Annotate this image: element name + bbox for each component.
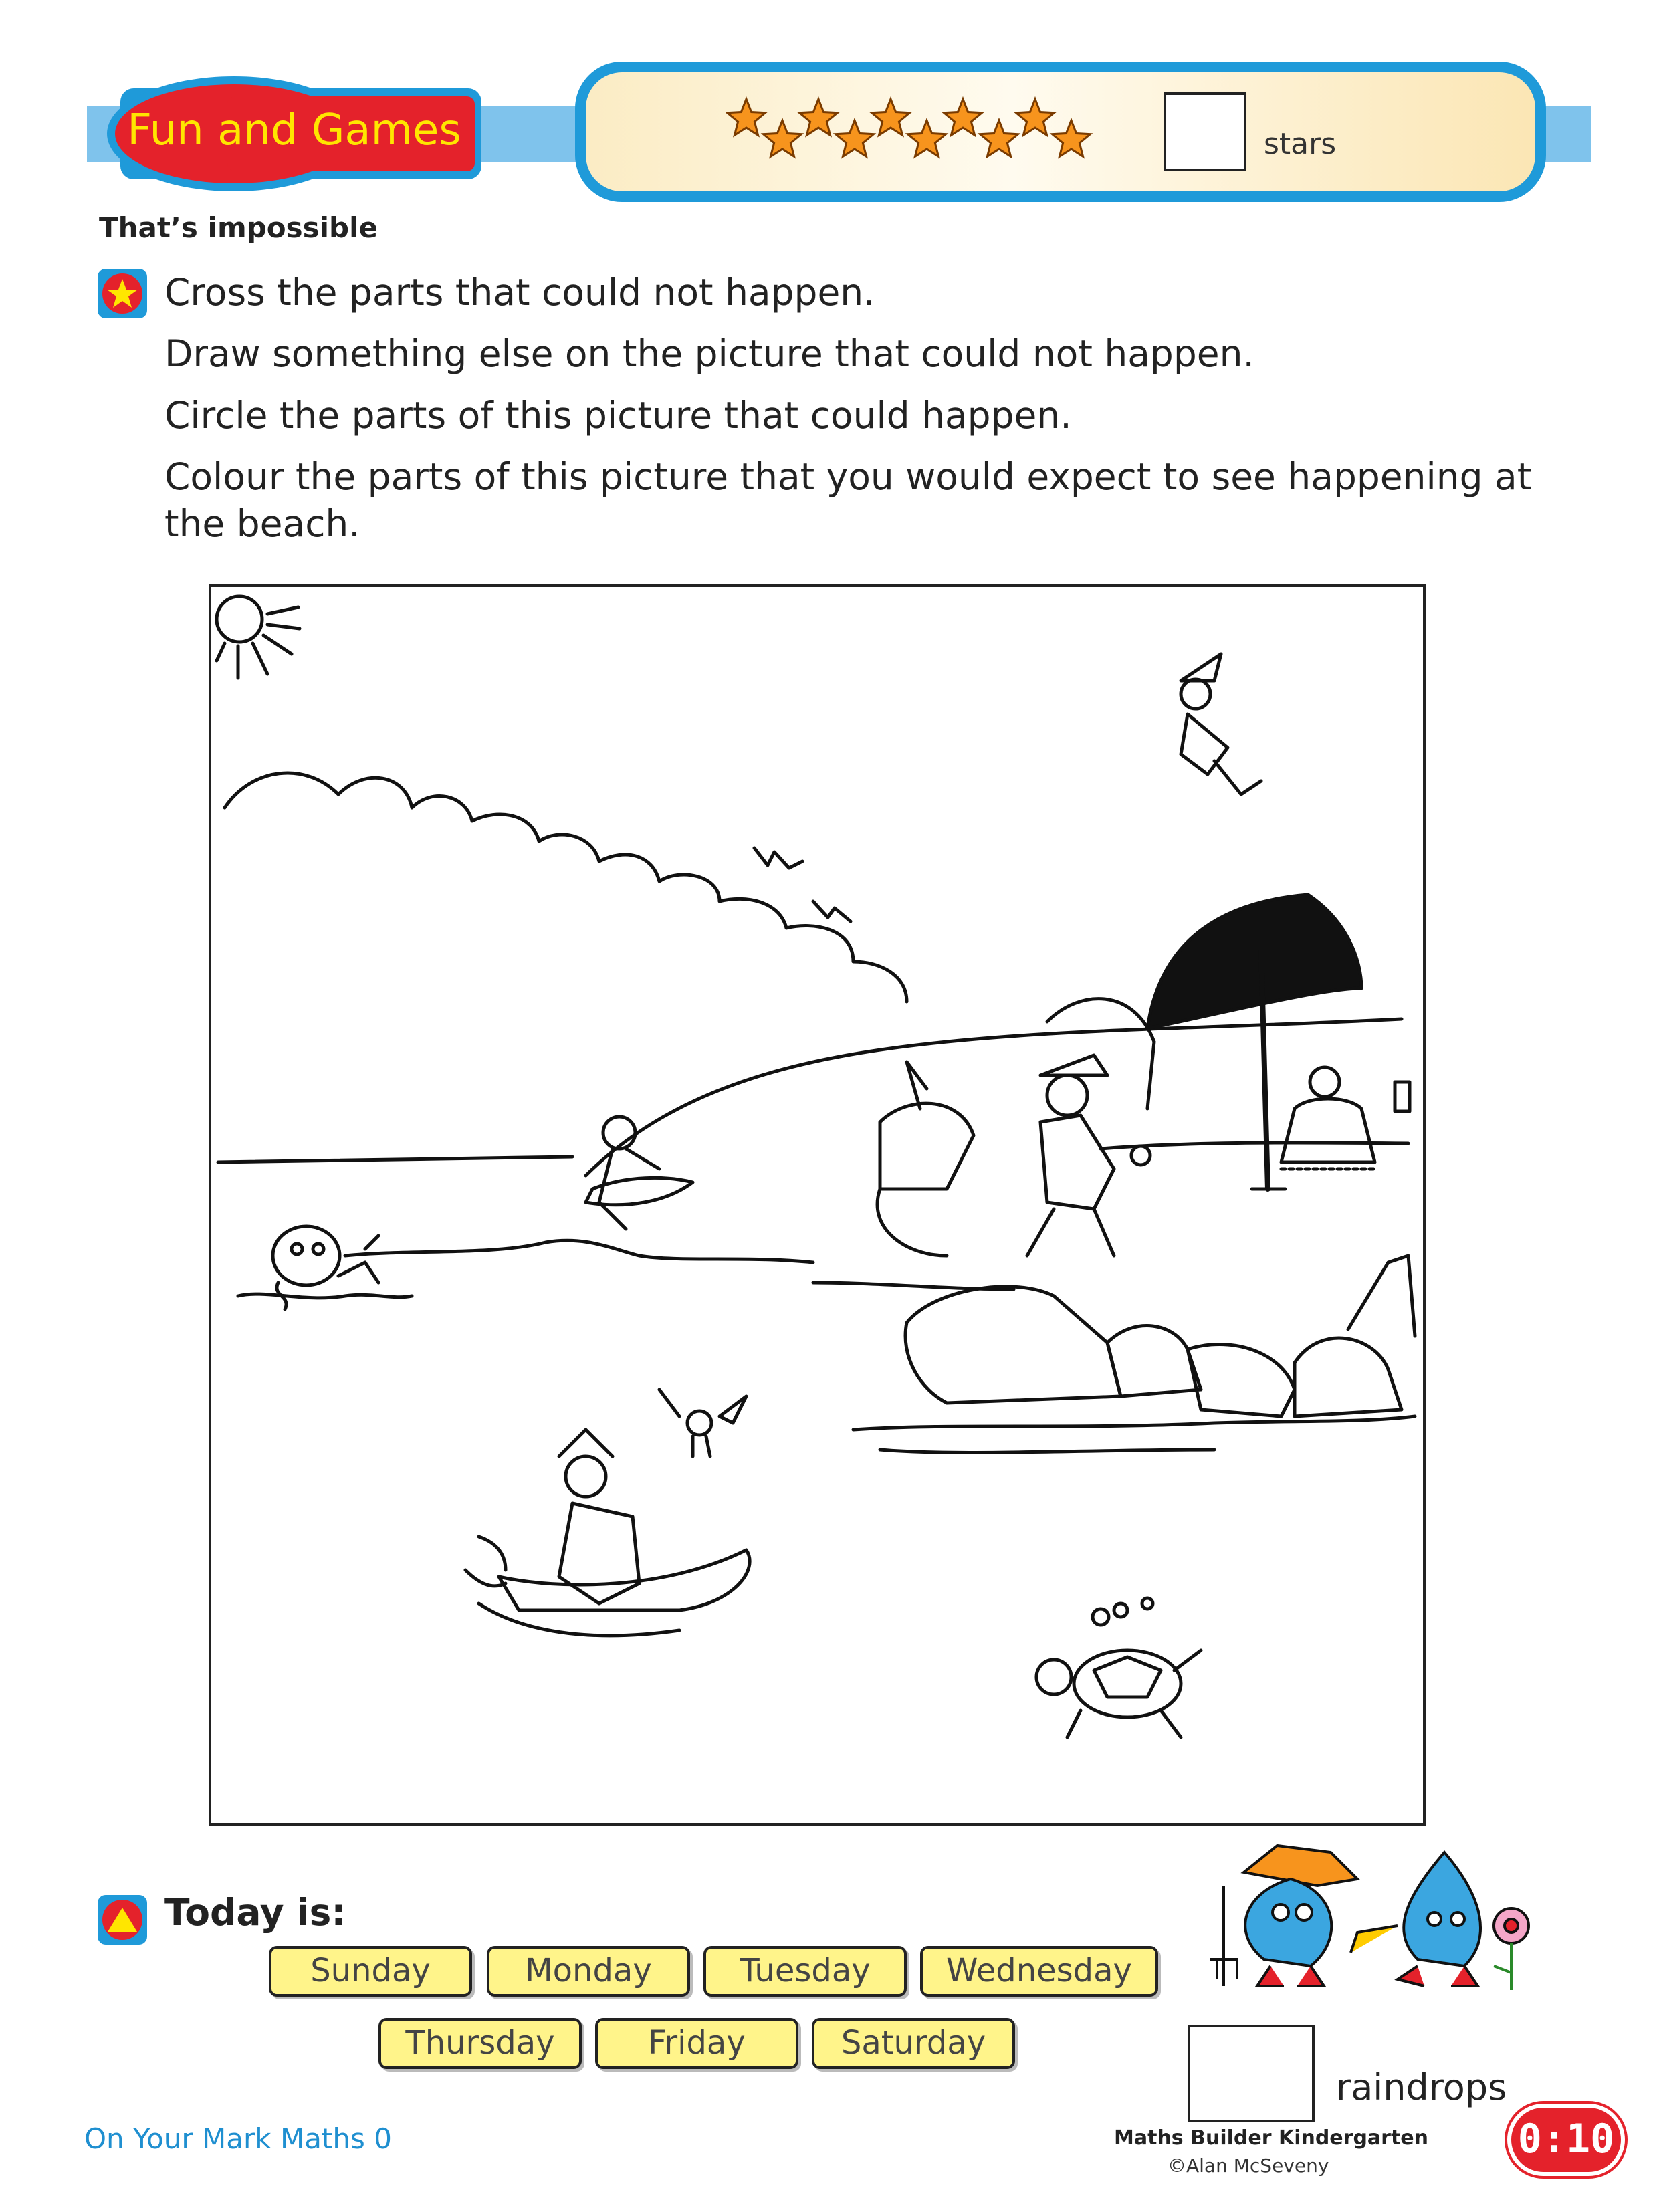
day-tuesday-button[interactable]: Tuesday [703, 1946, 907, 1997]
witch-figure [1181, 654, 1261, 794]
star-icon [872, 99, 910, 135]
bird-figure [659, 1390, 746, 1456]
star-icon [1053, 120, 1091, 156]
star-icon [836, 120, 874, 156]
day-friday-button[interactable]: Friday [595, 2018, 798, 2069]
octopus-figure [238, 1226, 412, 1309]
raindrops-label: raindrops [1336, 2066, 1507, 2108]
section-title: Fun and Games [127, 106, 461, 155]
star-icon [800, 99, 838, 135]
flower-icon [1494, 1908, 1529, 1990]
star-count-box[interactable] [1164, 92, 1246, 171]
day-thursday-button[interactable]: Thursday [378, 2018, 582, 2069]
day-monday-button[interactable]: Monday [487, 1946, 690, 1997]
sun-icon [217, 596, 300, 678]
day-wednesday-button[interactable]: Wednesday [920, 1946, 1158, 1997]
star-icon [944, 99, 982, 135]
instruction-1: Cross the parts that could not happen. [164, 271, 875, 314]
section-title-badge [100, 74, 488, 194]
copyright: ©Alan McSeveny [1168, 2154, 1329, 2177]
star-icon [980, 120, 1018, 156]
raindrop-characters-illustration [1177, 1826, 1551, 1993]
instruction-2: Draw something else on the picture that could not happen. [164, 332, 1254, 375]
raindrop-friend-icon [1351, 1852, 1480, 1986]
timer-badge: 0:10 [1507, 2104, 1625, 2176]
activity-subtitle: That’s impossible [99, 211, 378, 244]
star-icon [908, 120, 946, 156]
creature-figure [877, 1062, 974, 1256]
star-icon [98, 269, 147, 318]
beach-picture[interactable] [209, 584, 1426, 1826]
star-panel [575, 62, 1546, 202]
day-saturday-button[interactable]: Saturday [812, 2018, 1015, 2069]
jet-skier-figure [465, 1430, 750, 1636]
raindrops-count-box[interactable] [1188, 2025, 1315, 2122]
beach-scene-illustration [211, 587, 1423, 1823]
sunbather-figure [1281, 1067, 1410, 1169]
fisherman-figure [1027, 999, 1154, 1256]
instruction-4: Colour the parts of this picture that you would expect to see happening at the beach. [164, 455, 1532, 545]
stars-label: stars [1264, 127, 1337, 161]
book-title: Maths Builder Kindergarten [1114, 2126, 1429, 2150]
raindrop-farmer-icon [1210, 1846, 1357, 1986]
day-sunday-button[interactable]: Sunday [269, 1946, 472, 1997]
star-icon [1016, 99, 1055, 135]
triangle-icon [98, 1895, 147, 1945]
series-title: On Your Mark Maths 0 [84, 2122, 392, 2155]
today-label: Today is: [164, 1891, 346, 1934]
star-icon [728, 99, 766, 135]
instruction-3: Circle the parts of this picture that could happen. [164, 394, 1072, 437]
star-icon [764, 120, 802, 156]
turtle-figure [1036, 1598, 1201, 1737]
star-row-icon [726, 86, 1127, 186]
rocks [853, 1256, 1415, 1452]
